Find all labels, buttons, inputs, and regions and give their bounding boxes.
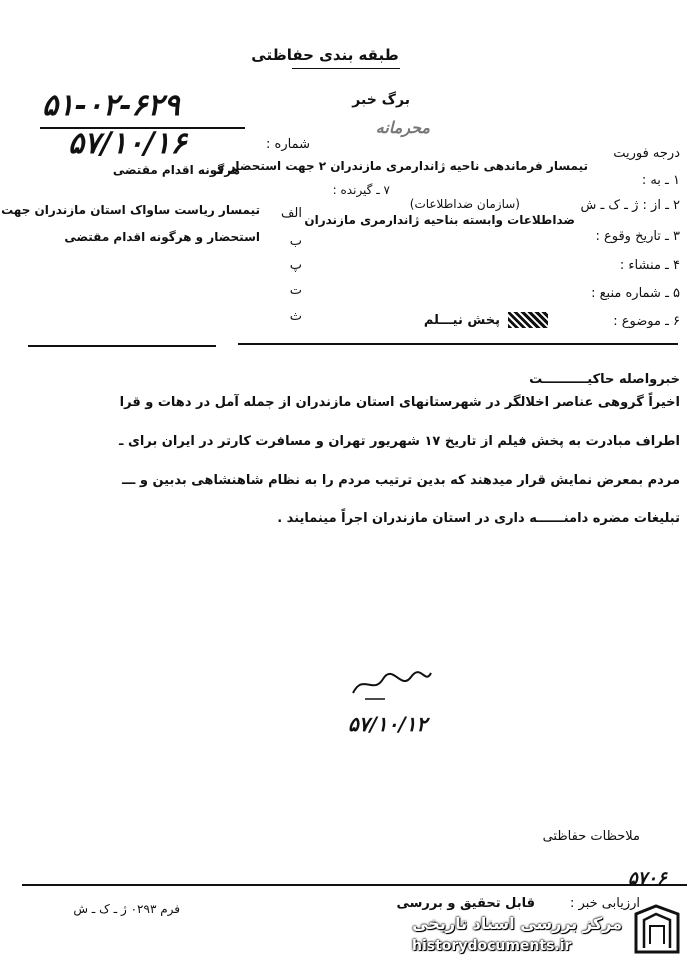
- report-line-1: اخیراً گروهی عناصر اخلالگر در شهرستانهای استان مازندران از جمله آمل در دهات و قرا: [119, 395, 680, 410]
- field-from-value: (سازمان ضداطلاعات): [409, 197, 520, 211]
- field-to-label: ۱ ـ به :: [641, 173, 680, 188]
- signature-scrawl: [345, 665, 435, 705]
- handwritten-date: ۵۷/۱۰/۱۶: [68, 126, 187, 161]
- urgency-value: هرگونه اقدام مقتضی: [112, 163, 240, 177]
- recipient-letter-a: الف: [280, 206, 302, 221]
- evaluation-label: ارزیابی خبر :: [570, 896, 640, 911]
- faint-handwriting: محرمانه: [375, 118, 430, 137]
- recipient-line-2: استحضار و هرگونه اقدام مقتضی: [64, 230, 260, 244]
- report-line-2: اطراف مبادرت به پخش فیلم از تاریخ ۱۷ شهریور تهران و مسافرت کارتر در ایران برای ـ: [118, 434, 680, 449]
- handwritten-document-number: ۵۱-۰۲-۶۲۹: [42, 88, 180, 123]
- classification-heading: طبقه بندی حفاظتی: [251, 46, 399, 64]
- field-to-value: تیمسار فرماندهی ناحیه ژاندارمری مازندران ۲ جهت استحضار و: [216, 159, 588, 173]
- number-label: شماره :: [266, 137, 310, 152]
- remarks-label: ملاحظات حفاظتی: [542, 829, 640, 844]
- field-subject-value: پخش نیـــلم: [423, 313, 500, 328]
- evaluation-value: قابل تحقیق و بررسی: [396, 896, 535, 911]
- report-line-4: تبلیغات مضره دامنــــــه داری در استان مازندران اجراً مینمایند .: [277, 511, 680, 526]
- recipient-line-1: تیمسار ریاست ساواک استان مازندران جهت: [1, 203, 260, 217]
- recipients-heading: ۷ ـ گیرنده :: [332, 183, 390, 197]
- footer-handwritten-code: ۵۷۰۶: [628, 868, 667, 889]
- watermark-url: historydocuments.ir: [412, 938, 572, 954]
- recipient-letter-p: پ: [289, 258, 302, 273]
- footer-form-number: فرم ۰۲۹۳ ژ ـ ک ـ ش: [73, 902, 180, 916]
- recipient-letter-s: ث: [289, 309, 302, 324]
- footer-separator: [22, 884, 687, 886]
- report-heading: خبرواصله حاکیــــــــــت: [529, 372, 680, 387]
- field-source-label: ۵ ـ شماره منبع :: [591, 286, 680, 301]
- form-title: برگ خبر: [352, 92, 410, 108]
- field-subject-label: ۶ ـ موضوع :: [613, 314, 680, 329]
- recipient-letter-b: ب: [289, 234, 302, 249]
- field-origin-label: ۴ ـ منشاء :: [619, 258, 680, 273]
- redaction-mark: [508, 312, 548, 328]
- field-date-label: ۳ ـ تاریخ وقوع :: [595, 229, 680, 244]
- field-from-label: ۲ ـ از : ژ ـ ک ـ ش: [580, 198, 680, 213]
- archive-logo-icon: [626, 900, 688, 960]
- report-line-3: مردم بمعرض نمایش قرار میدهند که بدین ترتیب مردم را به نظام شاهنشاهی بدبین و ـــ: [122, 473, 680, 488]
- recipient-letter-t: ت: [289, 283, 302, 298]
- header-separator-right: [238, 343, 678, 345]
- watermark-text: مرکز بررسی اسناد تاریخی: [412, 914, 622, 933]
- header-separator-left: [28, 345, 216, 347]
- classification-underline: [292, 68, 400, 69]
- urgency-label: درجه فوریت: [613, 146, 680, 161]
- field-date-value: ضداطلاعات وابسته بناحیه ژاندارمری مازندران: [304, 213, 575, 227]
- signature-date: ۵۷/۱۰/۱۲: [348, 712, 428, 736]
